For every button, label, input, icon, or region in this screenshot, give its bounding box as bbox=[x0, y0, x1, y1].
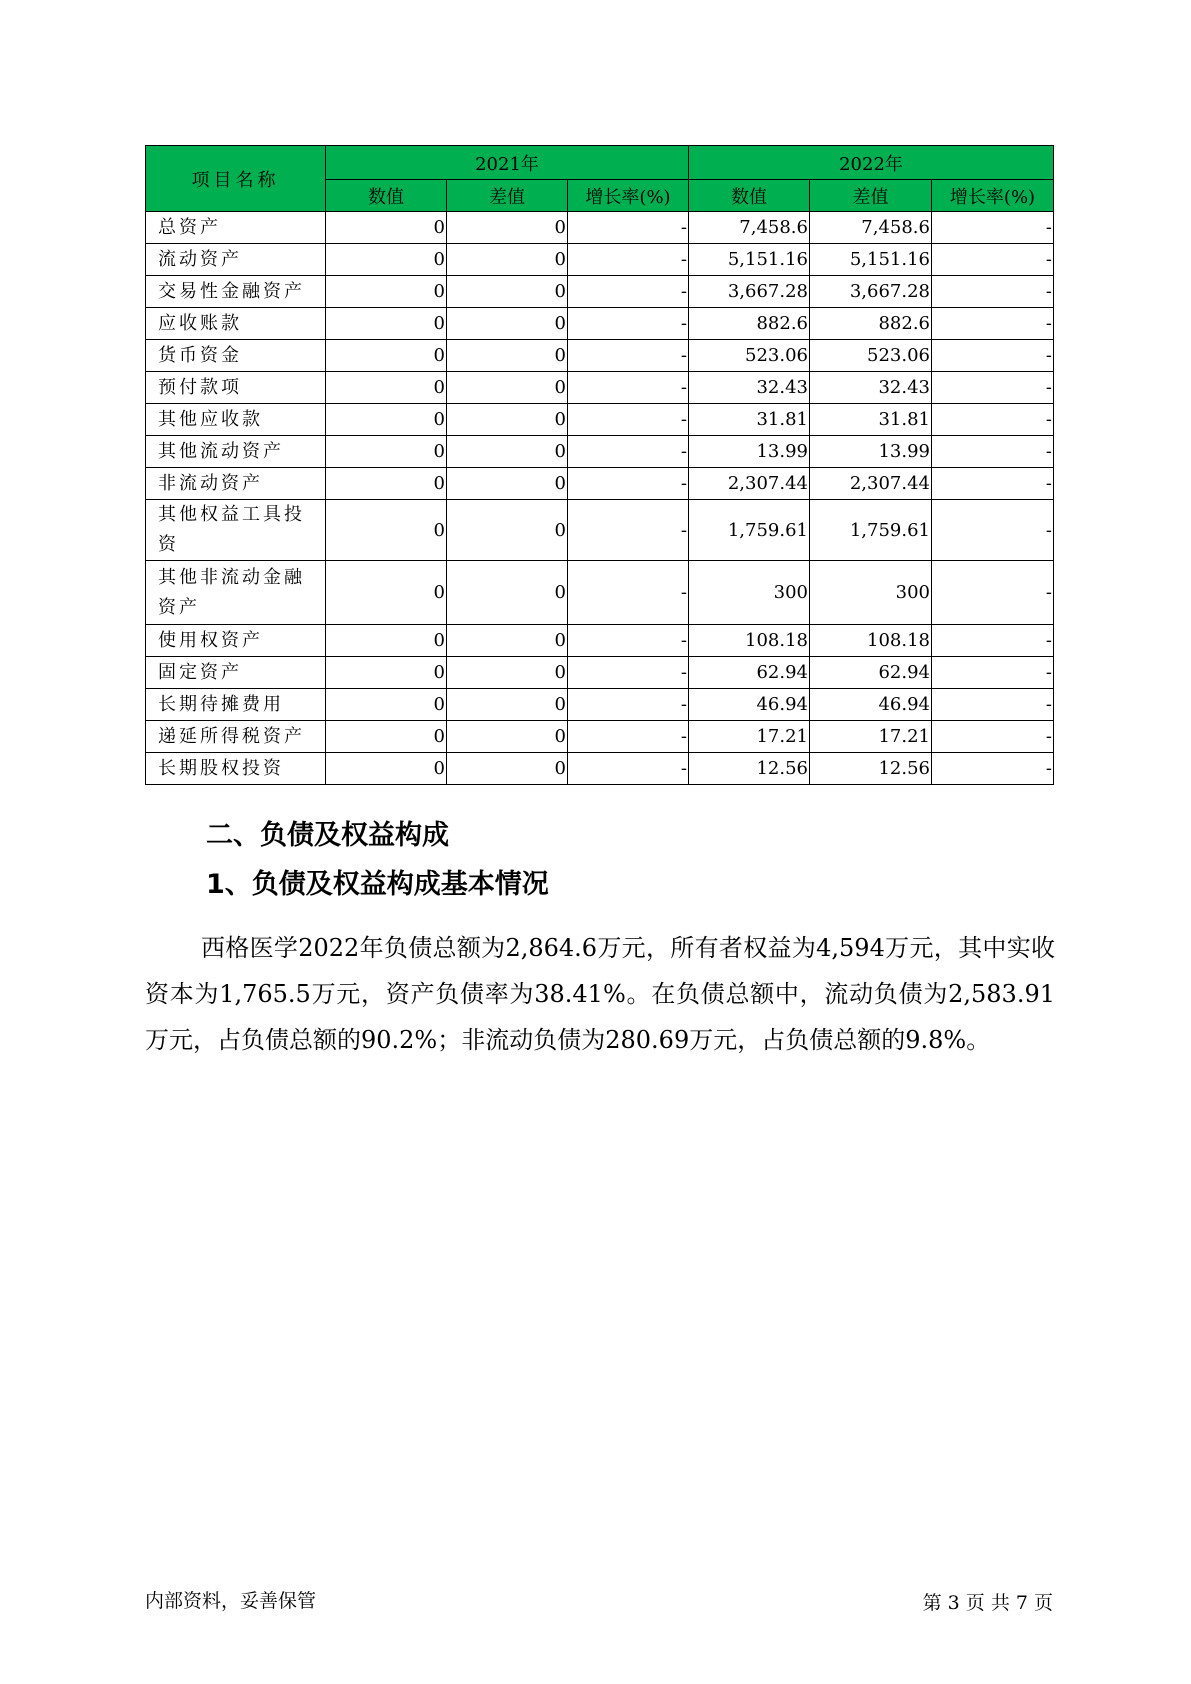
cell-g2021: - bbox=[568, 500, 689, 561]
cell-v2021: 0 bbox=[326, 340, 447, 372]
cell-v2022: 1,759.61 bbox=[689, 500, 810, 561]
cell-d2022: 17.21 bbox=[810, 721, 932, 753]
asset-table bbox=[145, 145, 1054, 785]
cell-g2021: - bbox=[568, 212, 689, 244]
row-name: 使用权资产 bbox=[146, 625, 326, 657]
cell-v2021: 0 bbox=[326, 468, 447, 500]
row-name: 其他非流动金融资产 bbox=[146, 561, 326, 625]
cell-d2022: 882.6 bbox=[810, 308, 932, 340]
cell-g2021: - bbox=[568, 721, 689, 753]
cell-v2021: 0 bbox=[326, 625, 447, 657]
cell-g2022: - bbox=[932, 753, 1054, 785]
cell-d2021: 0 bbox=[447, 404, 568, 436]
cell-d2022: 523.06 bbox=[810, 340, 932, 372]
table-row bbox=[146, 561, 1054, 625]
cell-g2022: - bbox=[932, 340, 1054, 372]
row-name: 非流动资产 bbox=[146, 468, 326, 500]
row-name: 总资产 bbox=[146, 212, 326, 244]
cell-v2022: 523.06 bbox=[689, 340, 810, 372]
table-row bbox=[146, 404, 1054, 436]
subheader-growth-2022: 增长率(%) bbox=[932, 180, 1054, 212]
cell-d2021: 0 bbox=[447, 372, 568, 404]
table-row bbox=[146, 753, 1054, 785]
cell-g2022: - bbox=[932, 689, 1054, 721]
cell-g2022: - bbox=[932, 372, 1054, 404]
cell-d2021: 0 bbox=[447, 561, 568, 625]
cell-v2022: 3,667.28 bbox=[689, 276, 810, 308]
cell-d2021: 0 bbox=[447, 276, 568, 308]
cell-v2021: 0 bbox=[326, 721, 447, 753]
row-name: 交易性金融资产 bbox=[146, 276, 326, 308]
table-row bbox=[146, 721, 1054, 753]
cell-g2021: - bbox=[568, 657, 689, 689]
cell-g2022: - bbox=[932, 657, 1054, 689]
row-name: 其他应收款 bbox=[146, 404, 326, 436]
cell-d2021: 0 bbox=[447, 721, 568, 753]
cell-g2021: - bbox=[568, 340, 689, 372]
cell-d2022: 13.99 bbox=[810, 436, 932, 468]
cell-g2021: - bbox=[568, 561, 689, 625]
cell-v2021: 0 bbox=[326, 500, 447, 561]
row-name: 预付款项 bbox=[146, 372, 326, 404]
cell-g2021: - bbox=[568, 308, 689, 340]
cell-g2021: - bbox=[568, 372, 689, 404]
cell-g2021: - bbox=[568, 276, 689, 308]
cell-v2022: 62.94 bbox=[689, 657, 810, 689]
cell-v2021: 0 bbox=[326, 657, 447, 689]
cell-g2022: - bbox=[932, 244, 1054, 276]
cell-v2022: 108.18 bbox=[689, 625, 810, 657]
cell-v2022: 300 bbox=[689, 561, 810, 625]
body-paragraph: 西格医学2022年负债总额为2,864.6万元，所有者权益为4,594万元，其中实收资本为1,765.5万元，资产负债率为38.41%。在负债总额中，流动负债为2,583.91万元，占负债总额的90.2%；非流动负债为280.69万元，占负债总额的9.8%。 bbox=[145, 934, 1055, 1054]
cell-d2021: 0 bbox=[447, 340, 568, 372]
row-name: 固定资产 bbox=[146, 657, 326, 689]
row-name: 流动资产 bbox=[146, 244, 326, 276]
cell-v2022: 32.43 bbox=[689, 372, 810, 404]
table-row bbox=[146, 244, 1054, 276]
cell-g2021: - bbox=[568, 625, 689, 657]
cell-g2022: - bbox=[932, 404, 1054, 436]
cell-g2021: - bbox=[568, 468, 689, 500]
table-row bbox=[146, 372, 1054, 404]
row-name: 其他流动资产 bbox=[146, 436, 326, 468]
cell-g2021: - bbox=[568, 689, 689, 721]
cell-v2021: 0 bbox=[326, 753, 447, 785]
cell-v2021: 0 bbox=[326, 276, 447, 308]
cell-g2021: - bbox=[568, 753, 689, 785]
cell-v2022: 31.81 bbox=[689, 404, 810, 436]
cell-v2022: 17.21 bbox=[689, 721, 810, 753]
cell-g2021: - bbox=[568, 404, 689, 436]
row-name: 货币资金 bbox=[146, 340, 326, 372]
cell-v2021: 0 bbox=[326, 308, 447, 340]
cell-g2022: - bbox=[932, 212, 1054, 244]
cell-d2022: 2,307.44 bbox=[810, 468, 932, 500]
section-subheading: 1、负债及权益构成基本情况 bbox=[206, 869, 549, 900]
footer-page-number: 第 3 页 共 7 页 bbox=[922, 1592, 1053, 1614]
cell-g2021: - bbox=[568, 436, 689, 468]
subheader-value-2021: 数值 bbox=[326, 180, 447, 212]
cell-v2022: 7,458.6 bbox=[689, 212, 810, 244]
row-name: 长期待摊费用 bbox=[146, 689, 326, 721]
table-row bbox=[146, 340, 1054, 372]
table-row bbox=[146, 436, 1054, 468]
cell-g2022: - bbox=[932, 500, 1054, 561]
cell-g2022: - bbox=[932, 721, 1054, 753]
cell-v2022: 12.56 bbox=[689, 753, 810, 785]
table-row bbox=[146, 468, 1054, 500]
cell-v2021: 0 bbox=[326, 436, 447, 468]
cell-d2022: 46.94 bbox=[810, 689, 932, 721]
cell-d2022: 300 bbox=[810, 561, 932, 625]
cell-v2021: 0 bbox=[326, 372, 447, 404]
row-name: 递延所得税资产 bbox=[146, 721, 326, 753]
cell-d2022: 62.94 bbox=[810, 657, 932, 689]
subheader-diff-2022: 差值 bbox=[810, 180, 932, 212]
cell-v2022: 2,307.44 bbox=[689, 468, 810, 500]
cell-d2021: 0 bbox=[447, 468, 568, 500]
subheader-growth-2021: 增长率(%) bbox=[568, 180, 689, 212]
cell-g2022: - bbox=[932, 468, 1054, 500]
header-item-name: 项目名称 bbox=[146, 146, 326, 212]
cell-v2021: 0 bbox=[326, 689, 447, 721]
subheader-value-2022: 数值 bbox=[689, 180, 810, 212]
table-row bbox=[146, 276, 1054, 308]
cell-d2022: 32.43 bbox=[810, 372, 932, 404]
cell-d2021: 0 bbox=[447, 625, 568, 657]
cell-d2022: 5,151.16 bbox=[810, 244, 932, 276]
cell-d2022: 12.56 bbox=[810, 753, 932, 785]
table-row bbox=[146, 212, 1054, 244]
cell-d2021: 0 bbox=[447, 308, 568, 340]
cell-g2022: - bbox=[932, 436, 1054, 468]
cell-d2022: 108.18 bbox=[810, 625, 932, 657]
section-heading: 二、负债及权益构成 bbox=[206, 820, 449, 851]
cell-v2021: 0 bbox=[326, 561, 447, 625]
cell-v2021: 0 bbox=[326, 404, 447, 436]
footer-confidential: 内部资料，妥善保管 bbox=[145, 1590, 317, 1612]
table-row bbox=[146, 308, 1054, 340]
table-row bbox=[146, 689, 1054, 721]
cell-d2022: 7,458.6 bbox=[810, 212, 932, 244]
cell-g2022: - bbox=[932, 308, 1054, 340]
subheader-diff-2021: 差值 bbox=[447, 180, 568, 212]
row-name: 其他权益工具投资 bbox=[146, 500, 326, 561]
table-row bbox=[146, 625, 1054, 657]
table-row bbox=[146, 657, 1054, 689]
row-name: 长期股权投资 bbox=[146, 753, 326, 785]
cell-d2021: 0 bbox=[447, 753, 568, 785]
cell-d2021: 0 bbox=[447, 436, 568, 468]
cell-d2021: 0 bbox=[447, 212, 568, 244]
table-row bbox=[146, 500, 1054, 561]
cell-g2022: - bbox=[932, 276, 1054, 308]
row-name: 应收账款 bbox=[146, 308, 326, 340]
header-year-2021: 2021年 bbox=[326, 146, 689, 180]
cell-v2021: 0 bbox=[326, 244, 447, 276]
cell-v2021: 0 bbox=[326, 212, 447, 244]
cell-d2021: 0 bbox=[447, 500, 568, 561]
cell-d2022: 31.81 bbox=[810, 404, 932, 436]
cell-v2022: 46.94 bbox=[689, 689, 810, 721]
cell-g2021: - bbox=[568, 244, 689, 276]
cell-d2021: 0 bbox=[447, 689, 568, 721]
cell-d2021: 0 bbox=[447, 657, 568, 689]
cell-v2022: 882.6 bbox=[689, 308, 810, 340]
cell-d2021: 0 bbox=[447, 244, 568, 276]
cell-g2022: - bbox=[932, 625, 1054, 657]
cell-d2022: 1,759.61 bbox=[810, 500, 932, 561]
cell-g2022: - bbox=[932, 561, 1054, 625]
cell-v2022: 13.99 bbox=[689, 436, 810, 468]
header-year-2022: 2022年 bbox=[689, 146, 1054, 180]
cell-v2022: 5,151.16 bbox=[689, 244, 810, 276]
cell-d2022: 3,667.28 bbox=[810, 276, 932, 308]
